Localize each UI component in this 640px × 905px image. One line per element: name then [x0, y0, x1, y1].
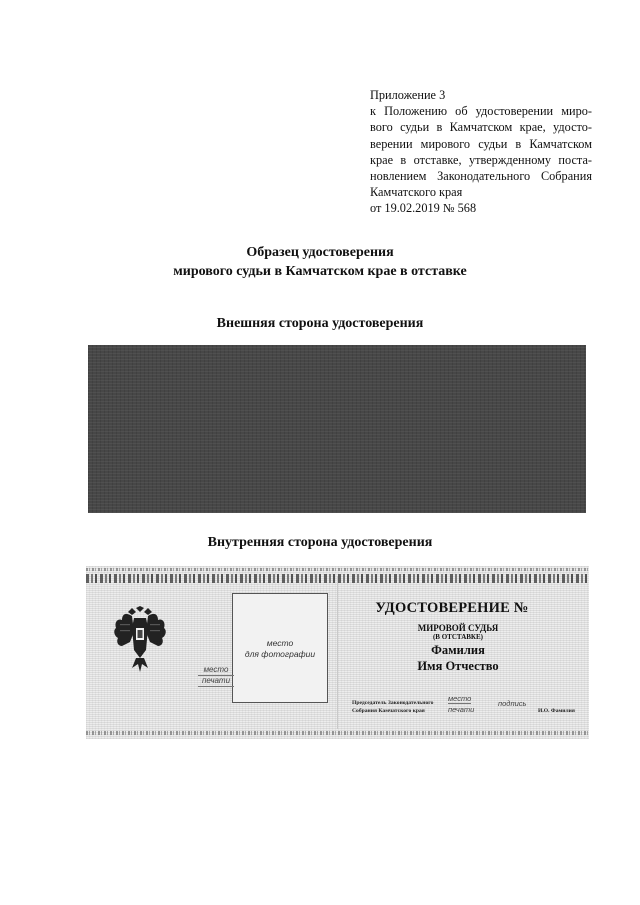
document-title-line1: Образец удостоверения	[246, 245, 394, 260]
stamp-caption-line2: печати	[198, 676, 234, 687]
appendix-line: новлением Законодательного Собрания	[370, 169, 592, 184]
retired-label: (В ОТСТАВКЕ)	[432, 633, 484, 641]
appendix-block	[370, 87, 592, 217]
coat-of-arms-icon	[112, 606, 168, 676]
name-patronymic-field: Имя Отчество	[417, 659, 499, 673]
appendix-line: вого судьи в Камчатском крае, удосто-	[370, 120, 592, 135]
appendix-line: крае в отставке, утвержденному поста-	[370, 152, 592, 167]
stamp-placeholder	[198, 665, 234, 687]
document-title-line2: мирового судьи в Камчатском крае в отставке	[173, 264, 467, 279]
seal-caption-line2: печати	[448, 705, 475, 714]
signer-title-line2: Собрания Камчатского края	[352, 708, 425, 714]
ornament-band	[86, 731, 589, 735]
signer-title-line1: Председатель Законодательного	[352, 700, 434, 706]
appendix-line: от 19.02.2019 № 568	[370, 201, 477, 216]
inner-side-heading: Внутренняя сторона удостоверения	[207, 535, 433, 550]
surname-field: Фамилия	[431, 643, 485, 657]
judge-title: МИРОВОЙ СУДЬЯ	[417, 623, 499, 633]
appendix-line: к Положению об удостоверении миро-	[370, 104, 592, 119]
ornament-band	[86, 568, 589, 571]
appendix-line: Камчатского края	[370, 185, 463, 200]
photo-caption-line1: место	[266, 638, 294, 648]
appendix-line: Приложение 3	[370, 88, 446, 102]
outer-side-image	[88, 345, 586, 513]
signature-label: подпись	[498, 699, 527, 708]
photo-caption-line2: для фотографии	[244, 649, 316, 659]
initials-label: И.О. Фамилия	[538, 708, 575, 714]
photo-placeholder	[232, 593, 328, 703]
seal-caption-line1: место	[448, 694, 472, 703]
card-fold-line	[337, 576, 338, 729]
outer-side-heading: Внешняя сторона удостоверения	[216, 316, 424, 331]
appendix-line: верении мирового судьи в Камчатском	[370, 136, 592, 151]
inner-side-card	[86, 566, 589, 739]
stamp-caption-line1: место	[198, 665, 234, 676]
certificate-heading: УДОСТОВЕРЕНИЕ №	[375, 600, 529, 616]
